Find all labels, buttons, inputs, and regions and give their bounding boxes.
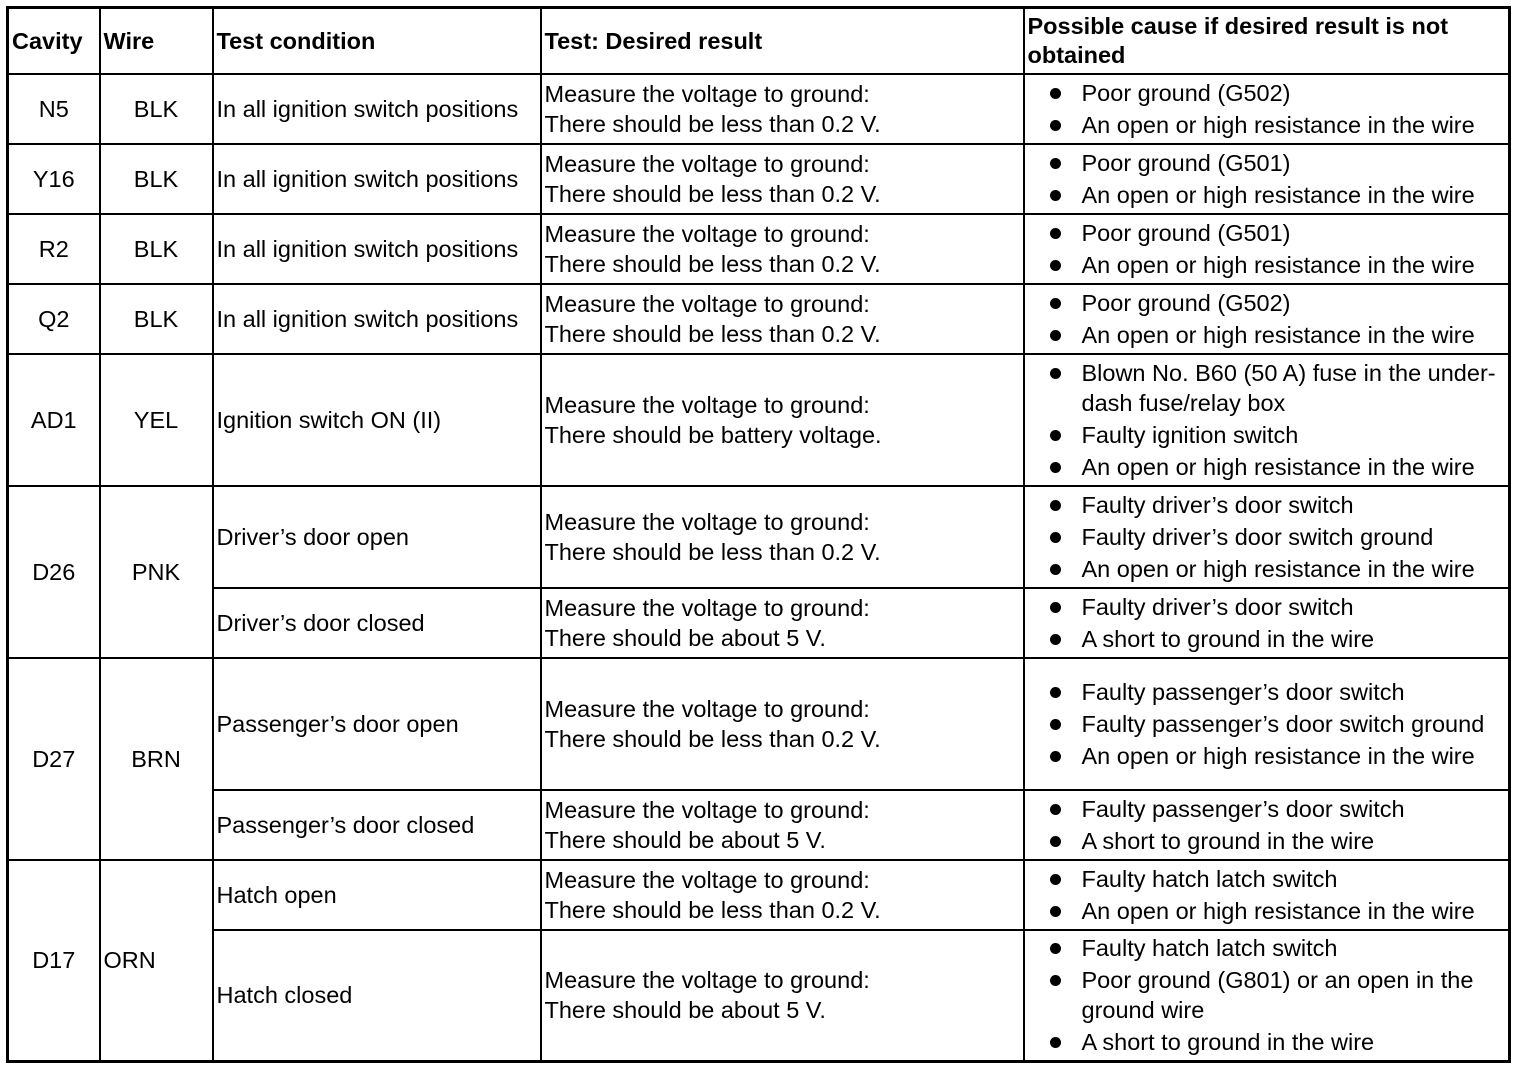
- desired-result-line: There should be about 5 V.: [544, 624, 826, 651]
- possible-cause-cell: [1024, 74, 1510, 144]
- cause-list: [1028, 677, 1506, 771]
- desired-result-line: Measure the voltage to ground:: [544, 796, 870, 823]
- test-condition-cell: Hatch open: [213, 860, 541, 930]
- header-desired-result: Test: Desired result: [541, 8, 1024, 74]
- desired-result-line: There should be less than 0.2 V.: [544, 896, 881, 923]
- wire-cell: BLK: [100, 144, 213, 214]
- cause-list: [1028, 218, 1506, 280]
- cause-bullet-item: An open or high resistance in the wire: [1044, 110, 1502, 140]
- cause-bullet-item: An open or high resistance in the wire: [1044, 554, 1502, 584]
- desired-result-line: Measure the voltage to ground:: [544, 967, 870, 994]
- test-condition-cell: Hatch closed: [213, 930, 541, 1062]
- cause-bullet-item: Faulty passenger’s door switch: [1044, 677, 1502, 707]
- possible-cause-cell: [1024, 930, 1510, 1062]
- cause-bullet-item: Faulty driver’s door switch: [1044, 592, 1502, 622]
- possible-cause-cell: [1024, 588, 1510, 658]
- cavity-cell: AD1: [8, 354, 100, 486]
- cause-bullet-item: Poor ground (G801) or an open in the ground wire: [1044, 965, 1502, 1025]
- desired-result-line: There should be less than 0.2 V.: [544, 180, 881, 207]
- cavity-cell: N5: [8, 74, 100, 144]
- desired-result-line: Measure the voltage to ground:: [544, 80, 870, 107]
- cause-bullet-item: Faulty hatch latch switch: [1044, 864, 1502, 894]
- table-row: [8, 284, 1510, 354]
- desired-result-line: There should be about 5 V.: [544, 997, 826, 1024]
- wire-cell: BLK: [100, 74, 213, 144]
- desired-result-line: There should be about 5 V.: [544, 826, 826, 853]
- cause-list: [1028, 864, 1506, 926]
- cause-bullet-item: An open or high resistance in the wire: [1044, 741, 1502, 771]
- test-condition-cell: Driver’s door closed: [213, 588, 541, 658]
- desired-result-line: There should be less than 0.2 V.: [544, 320, 881, 347]
- test-condition-cell: Ignition switch ON (II): [213, 354, 541, 486]
- table-row: [8, 790, 1510, 860]
- possible-cause-cell: [1024, 354, 1510, 486]
- cause-bullet-item: Faulty driver’s door switch: [1044, 490, 1502, 520]
- cavity-cell: Y16: [8, 144, 100, 214]
- desired-result-line: There should be less than 0.2 V.: [544, 725, 881, 752]
- wire-cell: BLK: [100, 284, 213, 354]
- cause-list: [1028, 288, 1506, 350]
- possible-cause-cell: [1024, 790, 1510, 860]
- table-row: [8, 214, 1510, 284]
- wire-cell: BRN: [100, 658, 213, 860]
- cause-bullet-item: A short to ground in the wire: [1044, 826, 1502, 856]
- table-row: [8, 144, 1510, 214]
- header-possible-cause: Possible cause if desired result is not obtained: [1024, 8, 1510, 74]
- desired-result-line: Measure the voltage to ground:: [544, 150, 870, 177]
- cause-list: [1028, 933, 1506, 1057]
- cause-bullet-item: An open or high resistance in the wire: [1044, 320, 1502, 350]
- possible-cause-cell: [1024, 486, 1510, 588]
- desired-result-line: Measure the voltage to ground:: [544, 695, 870, 722]
- header-row: [8, 8, 1510, 74]
- desired-result-cell: [541, 486, 1024, 588]
- wire-cell: PNK: [100, 486, 213, 658]
- possible-cause-cell: [1024, 144, 1510, 214]
- desired-result-cell: [541, 860, 1024, 930]
- desired-result-cell: [541, 214, 1024, 284]
- desired-result-cell: [541, 284, 1024, 354]
- desired-result-cell: [541, 354, 1024, 486]
- table-row: [8, 588, 1510, 658]
- possible-cause-cell: [1024, 284, 1510, 354]
- cause-bullet-item: Poor ground (G501): [1044, 218, 1502, 248]
- possible-cause-cell: [1024, 214, 1510, 284]
- test-condition-cell: In all ignition switch positions: [213, 284, 541, 354]
- test-condition-cell: Passenger’s door open: [213, 658, 541, 790]
- table-row: [8, 354, 1510, 486]
- cause-bullet-item: Faulty ignition switch: [1044, 420, 1502, 450]
- cause-bullet-item: Faulty passenger’s door switch: [1044, 794, 1502, 824]
- table-row: [8, 860, 1510, 930]
- desired-result-cell: [541, 790, 1024, 860]
- diagnostic-table: [6, 6, 1511, 1063]
- cause-bullet-item: An open or high resistance in the wire: [1044, 452, 1502, 482]
- cause-bullet-item: Faulty driver’s door switch ground: [1044, 522, 1502, 552]
- desired-result-cell: [541, 930, 1024, 1062]
- table-row: [8, 486, 1510, 588]
- table-row: [8, 930, 1510, 1062]
- cavity-cell: D17: [8, 860, 100, 1062]
- cavity-cell: D27: [8, 658, 100, 860]
- desired-result-cell: [541, 658, 1024, 790]
- desired-result-line: There should be less than 0.2 V.: [544, 110, 881, 137]
- cause-bullet-item: Poor ground (G501): [1044, 148, 1502, 178]
- wire-cell: ORN: [100, 860, 213, 1062]
- cavity-cell: R2: [8, 214, 100, 284]
- cause-bullet-item: An open or high resistance in the wire: [1044, 896, 1502, 926]
- desired-result-cell: [541, 588, 1024, 658]
- wire-cell: BLK: [100, 214, 213, 284]
- cause-list: [1028, 592, 1506, 654]
- desired-result-line: Measure the voltage to ground:: [544, 508, 870, 535]
- test-condition-cell: Driver’s door open: [213, 486, 541, 588]
- desired-result-line: Measure the voltage to ground:: [544, 290, 870, 317]
- desired-result-line: Measure the voltage to ground:: [544, 594, 870, 621]
- test-condition-cell: In all ignition switch positions: [213, 144, 541, 214]
- desired-result-cell: [541, 74, 1024, 144]
- cause-list: [1028, 358, 1506, 482]
- cause-bullet-item: An open or high resistance in the wire: [1044, 250, 1502, 280]
- cause-bullet-item: Faulty hatch latch switch: [1044, 933, 1502, 963]
- cause-list: [1028, 794, 1506, 856]
- cause-bullet-item: Poor ground (G502): [1044, 78, 1502, 108]
- test-condition-cell: Passenger’s door closed: [213, 790, 541, 860]
- test-condition-cell: In all ignition switch positions: [213, 214, 541, 284]
- cause-bullet-item: An open or high resistance in the wire: [1044, 180, 1502, 210]
- cause-bullet-item: Poor ground (G502): [1044, 288, 1502, 318]
- cause-list: [1028, 490, 1506, 584]
- header-cavity: Cavity: [8, 8, 100, 74]
- table-body: [8, 74, 1510, 1062]
- cause-bullet-item: A short to ground in the wire: [1044, 624, 1502, 654]
- desired-result-line: Measure the voltage to ground:: [544, 220, 870, 247]
- cause-bullet-item: Blown No. B60 (50 A) fuse in the under-dash fuse/relay box: [1044, 358, 1502, 418]
- desired-result-line: There should be less than 0.2 V.: [544, 538, 881, 565]
- cavity-cell: D26: [8, 486, 100, 658]
- desired-result-line: There should be less than 0.2 V.: [544, 250, 881, 277]
- header-wire: Wire: [100, 8, 213, 74]
- desired-result-line: There should be battery voltage.: [544, 421, 882, 448]
- desired-result-line: Measure the voltage to ground:: [544, 866, 870, 893]
- possible-cause-cell: [1024, 658, 1510, 790]
- desired-result-cell: [541, 144, 1024, 214]
- cause-bullet-item: Faulty passenger’s door switch ground: [1044, 709, 1502, 739]
- header-test-condition: Test condition: [213, 8, 541, 74]
- cause-list: [1028, 78, 1506, 140]
- table-row: [8, 658, 1510, 790]
- cavity-cell: Q2: [8, 284, 100, 354]
- test-condition-cell: In all ignition switch positions: [213, 74, 541, 144]
- wire-cell: YEL: [100, 354, 213, 486]
- cause-bullet-item: A short to ground in the wire: [1044, 1027, 1502, 1057]
- table-row: [8, 74, 1510, 144]
- desired-result-line: Measure the voltage to ground:: [544, 391, 870, 418]
- possible-cause-cell: [1024, 860, 1510, 930]
- cause-list: [1028, 148, 1506, 210]
